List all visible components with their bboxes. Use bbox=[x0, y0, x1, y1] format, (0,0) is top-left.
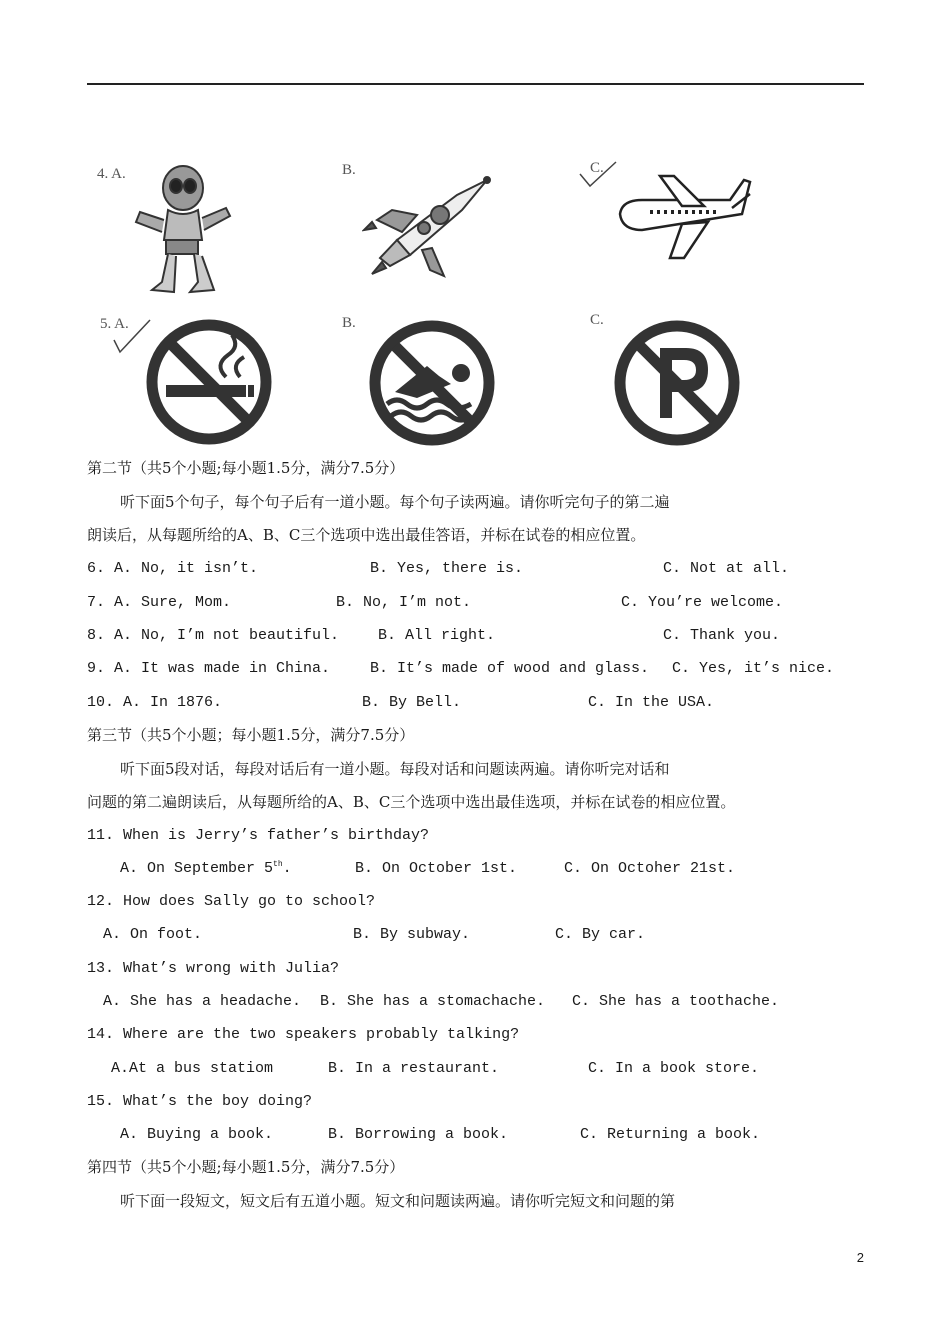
q9-option-c: C. Yes, it’s nice. bbox=[672, 660, 835, 677]
q12-option-a: A. On foot. bbox=[103, 926, 203, 943]
robot-icon bbox=[128, 160, 238, 300]
q10-option-a: 10. A. In 1876. bbox=[87, 694, 223, 711]
q9-option-b: B. It’s made of wood and glass. bbox=[370, 660, 650, 677]
q7-option-a: 7. A. Sure, Mom. bbox=[87, 594, 232, 611]
q11-stem: 11. When is Jerry’s father’s birthday? bbox=[87, 827, 430, 844]
q12-option-c: C. By car. bbox=[555, 926, 646, 943]
q12-option-b: B. By subway. bbox=[353, 926, 471, 943]
q13-option-c: C. She has a toothache. bbox=[572, 993, 780, 1010]
q13-option-a: A. She has a headache. bbox=[103, 993, 302, 1010]
q11-option-a: A. On September 5th. bbox=[120, 860, 292, 877]
section2-instructions-line1: 听下面5个句子，每个句子后有一道小题。每个句子读两遍。请你听完句子的第二遍 bbox=[120, 493, 670, 511]
q6-option-b: B. Yes, there is. bbox=[370, 560, 524, 577]
no-swimming-icon bbox=[367, 318, 497, 448]
q15-option-c: C. Returning a book. bbox=[580, 1126, 761, 1143]
q4-label-a: 4. A. bbox=[97, 166, 126, 182]
section2-heading: 第二节（共5个小题;每小题1.5分，满分7.5分） bbox=[87, 459, 405, 477]
q4-label-c: C. bbox=[590, 160, 604, 176]
section4-instructions-line1: 听下面一段短文，短文后有五道小题。短文和问题读两遍。请你听完短文和问题的第 bbox=[120, 1192, 676, 1210]
q4-label-b: B. bbox=[342, 162, 356, 178]
q5-label-b: B. bbox=[342, 315, 356, 331]
no-parking-icon bbox=[612, 318, 742, 448]
q8-option-c: C. Thank you. bbox=[663, 627, 781, 644]
q8-option-b: B. All right. bbox=[378, 627, 496, 644]
q14-option-c: C. In a book store. bbox=[588, 1060, 760, 1077]
section3-heading: 第三节（共5个小题；每小题1.5分，满分7.5分） bbox=[87, 726, 415, 744]
no-smoking-icon bbox=[144, 317, 274, 447]
q14-stem: 14. Where are the two speakers probably talking? bbox=[87, 1026, 520, 1043]
q14-option-b: B. In a restaurant. bbox=[328, 1060, 500, 1077]
section4-heading: 第四节（共5个小题;每小题1.5分，满分7.5分） bbox=[87, 1158, 405, 1176]
q9-option-a: 9. A. It was made in China. bbox=[87, 660, 331, 677]
q5-label-c: C. bbox=[590, 312, 604, 328]
q15-option-b: B. Borrowing a book. bbox=[328, 1126, 509, 1143]
q7-option-b: B. No, I’m not. bbox=[336, 594, 472, 611]
q6-option-c: C. Not at all. bbox=[663, 560, 790, 577]
q15-stem: 15. What’s the boy doing? bbox=[87, 1093, 313, 1110]
q6-option-a: 6. A. No, it isn’t. bbox=[87, 560, 259, 577]
header-rule bbox=[87, 83, 864, 85]
section2-instructions-line2: 朗读后，从每题所给的A、B、C三个选项中选出最佳答语，并标在试卷的相应位置。 bbox=[87, 526, 646, 544]
q11-option-b: B. On October 1st. bbox=[355, 860, 518, 877]
q13-option-b: B. She has a stomachache. bbox=[320, 993, 546, 1010]
q10-option-b: B. By Bell. bbox=[362, 694, 462, 711]
q11-option-c: C. On Octoher 21st. bbox=[564, 860, 736, 877]
rocket-icon bbox=[362, 170, 502, 280]
q14-option-a: A.At a bus statiom bbox=[111, 1060, 274, 1077]
q5-label-a: 5. A. bbox=[100, 316, 129, 332]
q10-option-c: C. In the USA. bbox=[588, 694, 715, 711]
page-number: 2 bbox=[856, 1250, 864, 1265]
section3-instructions-line2: 问题的第二遍朗读后，从每题所给的A、B、C三个选项中选出最佳选项，并标在试卷的相应位置。 bbox=[87, 793, 736, 811]
q7-option-c: C. You’re welcome. bbox=[621, 594, 784, 611]
q8-option-a: 8. A. No, I’m not beautiful. bbox=[87, 627, 340, 644]
section3-instructions-line1: 听下面5段对话，每段对话后有一道小题。每段对话和问题读两遍。请你听完对话和 bbox=[120, 760, 670, 778]
q13-stem: 13. What’s wrong with Julia? bbox=[87, 960, 340, 977]
q15-option-a: A. Buying a book. bbox=[120, 1126, 274, 1143]
q12-stem: 12. How does Sally go to school? bbox=[87, 893, 376, 910]
airplane-icon bbox=[612, 172, 752, 262]
